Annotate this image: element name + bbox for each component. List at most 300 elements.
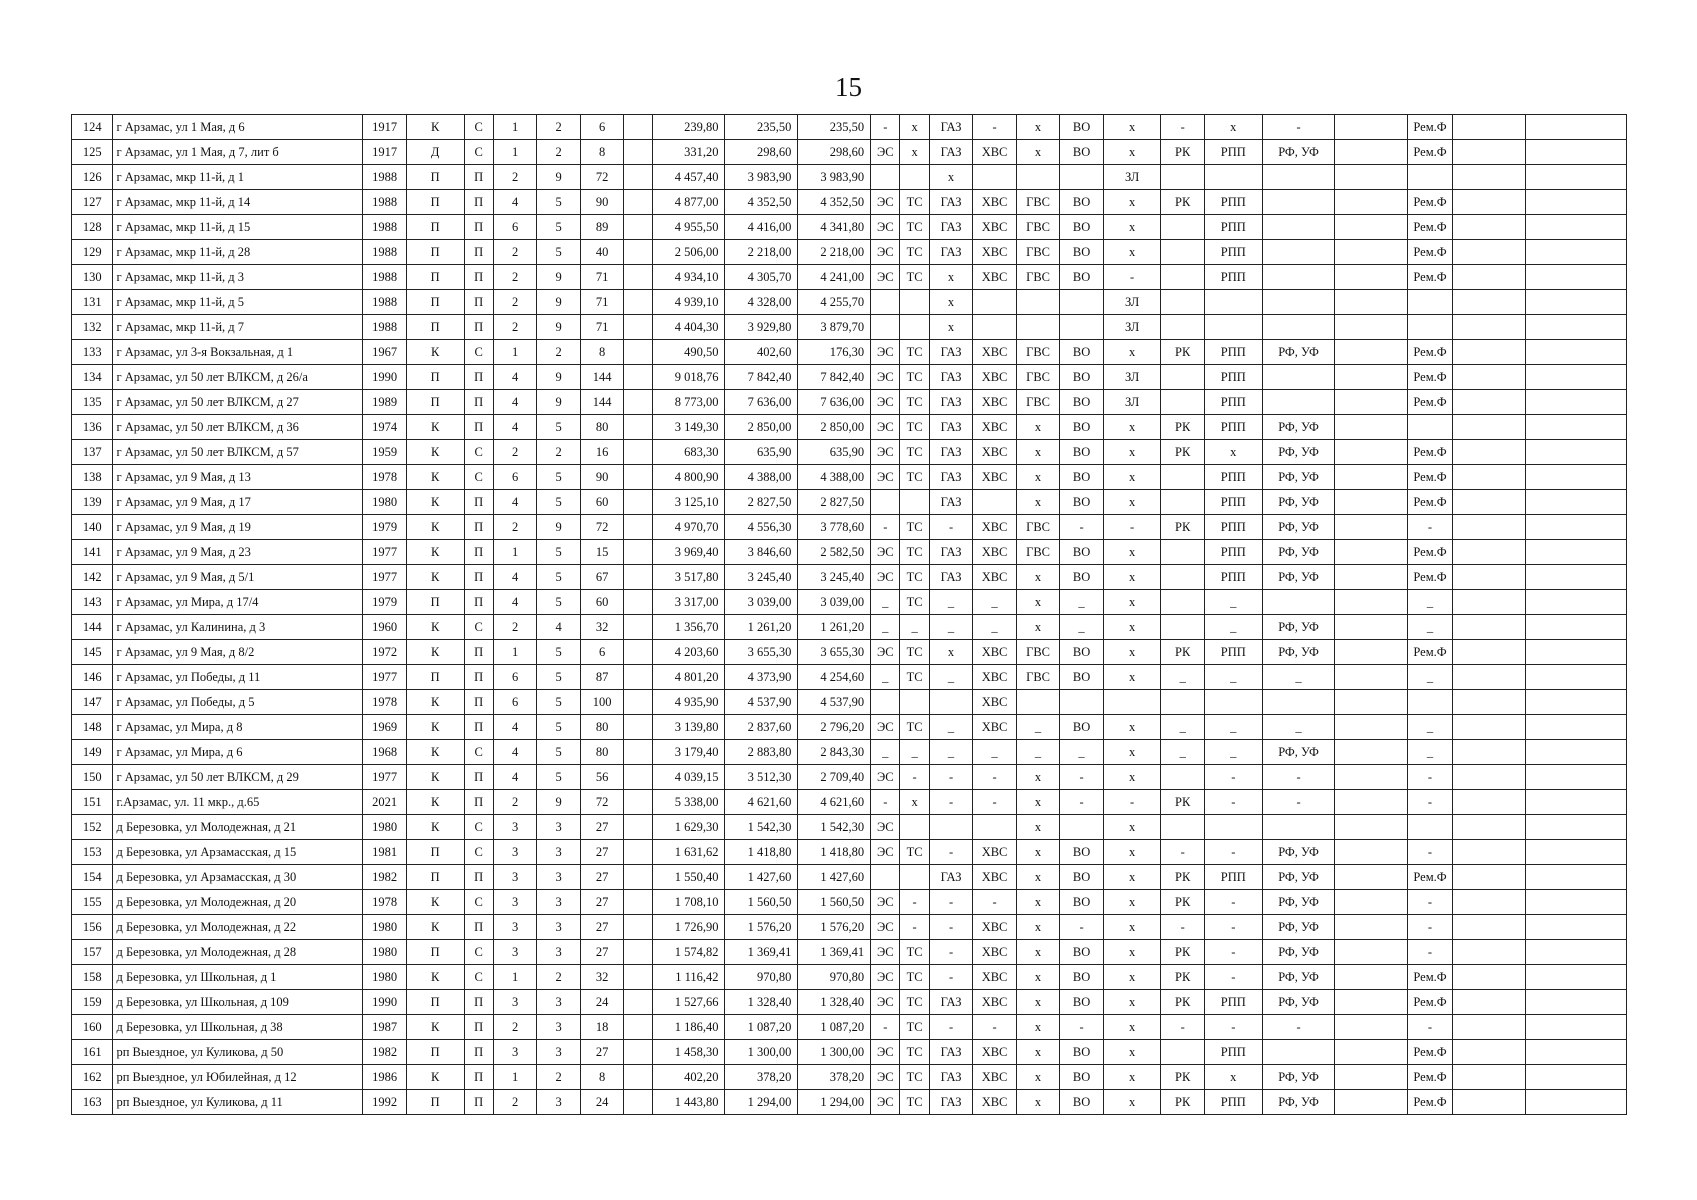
cell-floors: 2 (537, 115, 581, 140)
cell-repair-plan: х (1204, 440, 1262, 465)
cell-col-23 (1335, 690, 1408, 715)
cell-col-25 (1452, 590, 1525, 615)
table-row (72, 165, 1627, 190)
cell-roof: х (1103, 940, 1161, 965)
cell-col-23 (1335, 815, 1408, 840)
cell-repair-plan: х (1204, 1065, 1262, 1090)
cell-repair-fund: Рем.Ф (1408, 490, 1453, 515)
cell-col-26 (1525, 415, 1626, 440)
cell-wall-type: К (406, 115, 464, 140)
table-row (72, 1040, 1627, 1065)
cell-floor-type: П (464, 165, 493, 190)
cell-gas: ГАЗ (929, 390, 973, 415)
cell-col-26 (1525, 565, 1626, 590)
cell-apartments: 27 (580, 890, 624, 915)
cell-address: рп Выездное, ул Юбилейная, д 12 (113, 1065, 363, 1090)
cell-total-area: 402,20 (652, 1065, 725, 1090)
cell-electric: ЭС (871, 915, 900, 940)
cell-cold-water: ХВС (973, 515, 1017, 540)
cell-col-26 (1525, 1015, 1626, 1040)
cell-row-number: 124 (72, 115, 113, 140)
cell-repair-funds: _ (1262, 665, 1335, 690)
cell-repair-fund: _ (1408, 615, 1453, 640)
cell-sewerage: ВО (1060, 215, 1104, 240)
cell-living-area: 2 837,60 (725, 715, 798, 740)
cell-sewerage (1060, 290, 1104, 315)
cell-repair-kind: - (1161, 840, 1205, 865)
table-row (72, 665, 1627, 690)
cell-repair-kind (1161, 540, 1205, 565)
cell-hot-water: ГВС (1016, 240, 1060, 265)
cell-col-26 (1525, 540, 1626, 565)
cell-floor-type: С (464, 965, 493, 990)
cell-electric: ЭС (871, 340, 900, 365)
cell-year: 1977 (363, 765, 407, 790)
cell-total-area: 4 934,10 (652, 265, 725, 290)
cell-total-area: 490,50 (652, 340, 725, 365)
table-row (72, 915, 1627, 940)
cell-heating: х (900, 790, 929, 815)
cell-cold-water: - (973, 765, 1017, 790)
cell-sections: 1 (493, 115, 537, 140)
cell-repair-funds: РФ, УФ (1262, 415, 1335, 440)
cell-extra (624, 590, 652, 615)
table-row (72, 115, 1627, 140)
cell-electric (871, 865, 900, 890)
cell-heating: ТС (900, 390, 929, 415)
cell-col-26 (1525, 690, 1626, 715)
cell-repair-plan (1204, 165, 1262, 190)
cell-repair-funds (1262, 365, 1335, 390)
table-row (72, 440, 1627, 465)
cell-address: г Арзамас, ул Мира, д 6 (113, 740, 363, 765)
cell-repair-kind: РК (1161, 340, 1205, 365)
table-row (72, 715, 1627, 740)
cell-roof: ЗЛ (1103, 365, 1161, 390)
cell-apartments: 60 (580, 490, 624, 515)
cell-cold-water: ХВС (973, 415, 1017, 440)
cell-sections: 6 (493, 465, 537, 490)
cell-extra (624, 340, 652, 365)
cell-hot-water: х (1016, 965, 1060, 990)
cell-year: 1978 (363, 465, 407, 490)
cell-repair-kind: РК (1161, 140, 1205, 165)
cell-cold-water (973, 290, 1017, 315)
cell-wall-type: К (406, 740, 464, 765)
cell-cold-water: ХВС (973, 965, 1017, 990)
cell-private-area: 4 388,00 (798, 465, 871, 490)
cell-wall-type: К (406, 615, 464, 640)
cell-living-area: 1 427,60 (725, 865, 798, 890)
cell-floors: 9 (537, 165, 581, 190)
cell-floor-type: С (464, 615, 493, 640)
cell-repair-funds: РФ, УФ (1262, 565, 1335, 590)
cell-roof: х (1103, 340, 1161, 365)
cell-sewerage: ВО (1060, 640, 1104, 665)
cell-extra (624, 490, 652, 515)
cell-floor-type: П (464, 715, 493, 740)
cell-total-area: 9 018,76 (652, 365, 725, 390)
table-row (72, 615, 1627, 640)
cell-living-area: 3 846,60 (725, 540, 798, 565)
cell-repair-plan: РПП (1204, 640, 1262, 665)
cell-wall-type: П (406, 265, 464, 290)
cell-address: г.Арзамас, ул. 11 мкр., д.65 (113, 790, 363, 815)
cell-year: 1992 (363, 1090, 407, 1115)
cell-repair-fund: Рем.Ф (1408, 540, 1453, 565)
cell-total-area: 1 116,42 (652, 965, 725, 990)
cell-electric: - (871, 1015, 900, 1040)
cell-total-area: 3 969,40 (652, 540, 725, 565)
cell-gas: - (929, 1015, 973, 1040)
table-row (72, 540, 1627, 565)
cell-apartments: 16 (580, 440, 624, 465)
cell-repair-fund: Рем.Ф (1408, 190, 1453, 215)
cell-roof: х (1103, 1040, 1161, 1065)
cell-col-26 (1525, 240, 1626, 265)
cell-sections: 1 (493, 540, 537, 565)
cell-total-area: 1 708,10 (652, 890, 725, 915)
cell-floor-type: С (464, 940, 493, 965)
cell-col-25 (1452, 565, 1525, 590)
cell-extra (624, 290, 652, 315)
cell-address: рп Выездное, ул Куликова, д 50 (113, 1040, 363, 1065)
cell-repair-fund (1408, 165, 1453, 190)
cell-total-area: 4 800,90 (652, 465, 725, 490)
cell-year: 1917 (363, 140, 407, 165)
cell-col-25 (1452, 240, 1525, 265)
cell-repair-fund: Рем.Ф (1408, 115, 1453, 140)
cell-repair-plan: - (1204, 790, 1262, 815)
cell-col-25 (1452, 990, 1525, 1015)
cell-sewerage: ВО (1060, 115, 1104, 140)
cell-col-23 (1335, 1040, 1408, 1065)
cell-col-25 (1452, 615, 1525, 640)
cell-roof: х (1103, 565, 1161, 590)
cell-repair-fund: Рем.Ф (1408, 265, 1453, 290)
cell-apartments: 71 (580, 315, 624, 340)
cell-floor-type: С (464, 840, 493, 865)
cell-col-25 (1452, 740, 1525, 765)
cell-sewerage: ВО (1060, 490, 1104, 515)
cell-heating: _ (900, 740, 929, 765)
cell-sewerage: _ (1060, 740, 1104, 765)
cell-electric: _ (871, 615, 900, 640)
cell-hot-water: х (1016, 115, 1060, 140)
cell-living-area: 2 827,50 (725, 490, 798, 515)
cell-roof: х (1103, 615, 1161, 640)
cell-floors: 5 (537, 240, 581, 265)
cell-private-area: 2 582,50 (798, 540, 871, 565)
cell-electric: ЭС (871, 640, 900, 665)
cell-heating: ТС (900, 415, 929, 440)
cell-floors: 5 (537, 590, 581, 615)
cell-extra (624, 265, 652, 290)
cell-col-25 (1452, 765, 1525, 790)
cell-total-area: 1 550,40 (652, 865, 725, 890)
cell-wall-type: К (406, 540, 464, 565)
cell-total-area: 1 186,40 (652, 1015, 725, 1040)
table-body (72, 115, 1627, 1115)
cell-hot-water: ГВС (1016, 665, 1060, 690)
cell-floor-type: С (464, 465, 493, 490)
cell-electric: ЭС (871, 415, 900, 440)
cell-apartments: 87 (580, 665, 624, 690)
cell-col-23 (1335, 415, 1408, 440)
cell-year: 1988 (363, 315, 407, 340)
cell-electric: _ (871, 740, 900, 765)
cell-repair-fund: - (1408, 890, 1453, 915)
cell-roof: х (1103, 190, 1161, 215)
cell-electric: ЭС (871, 540, 900, 565)
cell-col-23 (1335, 1065, 1408, 1090)
cell-wall-type: П (406, 365, 464, 390)
cell-hot-water: ГВС (1016, 215, 1060, 240)
cell-living-area: 3 039,00 (725, 590, 798, 615)
cell-extra (624, 565, 652, 590)
table-row (72, 215, 1627, 240)
cell-apartments: 27 (580, 815, 624, 840)
cell-year: 1974 (363, 415, 407, 440)
cell-repair-kind (1161, 615, 1205, 640)
cell-hot-water: х (1016, 490, 1060, 515)
table-row (72, 265, 1627, 290)
cell-hot-water: х (1016, 990, 1060, 1015)
table-row (72, 765, 1627, 790)
cell-floors: 5 (537, 740, 581, 765)
cell-col-26 (1525, 940, 1626, 965)
cell-row-number: 142 (72, 565, 113, 590)
cell-apartments: 8 (580, 140, 624, 165)
cell-floors: 3 (537, 1015, 581, 1040)
cell-cold-water: ХВС (973, 840, 1017, 865)
cell-living-area: 3 512,30 (725, 765, 798, 790)
cell-private-area: 1 294,00 (798, 1090, 871, 1115)
cell-repair-funds: РФ, УФ (1262, 965, 1335, 990)
cell-col-26 (1525, 1040, 1626, 1065)
cell-col-23 (1335, 190, 1408, 215)
cell-roof: х (1103, 240, 1161, 265)
cell-repair-plan: РПП (1204, 540, 1262, 565)
cell-sections: 2 (493, 1015, 537, 1040)
cell-floors: 5 (537, 540, 581, 565)
cell-apartments: 18 (580, 1015, 624, 1040)
cell-gas: ГАЗ (929, 365, 973, 390)
cell-wall-type: К (406, 690, 464, 715)
cell-living-area: 2 850,00 (725, 415, 798, 440)
cell-repair-plan: РПП (1204, 465, 1262, 490)
cell-cold-water: - (973, 790, 1017, 815)
cell-gas: ГАЗ (929, 1040, 973, 1065)
table-row (72, 465, 1627, 490)
cell-col-25 (1452, 215, 1525, 240)
cell-extra (624, 415, 652, 440)
cell-wall-type: П (406, 940, 464, 965)
cell-year: 1980 (363, 965, 407, 990)
cell-heating: ТС (900, 340, 929, 365)
cell-cold-water: ХВС (973, 865, 1017, 890)
cell-cold-water: _ (973, 590, 1017, 615)
cell-gas: ГАЗ (929, 990, 973, 1015)
cell-col-25 (1452, 865, 1525, 890)
cell-repair-fund (1408, 290, 1453, 315)
cell-col-25 (1452, 1015, 1525, 1040)
cell-row-number: 125 (72, 140, 113, 165)
cell-repair-kind: РК (1161, 1090, 1205, 1115)
cell-sections: 4 (493, 565, 537, 590)
cell-cold-water: _ (973, 740, 1017, 765)
cell-repair-plan: _ (1204, 615, 1262, 640)
cell-floor-type: П (464, 365, 493, 390)
cell-roof: х (1103, 865, 1161, 890)
cell-repair-plan (1204, 290, 1262, 315)
cell-electric: ЭС (871, 365, 900, 390)
cell-total-area: 4 939,10 (652, 290, 725, 315)
cell-sections: 1 (493, 640, 537, 665)
cell-gas: _ (929, 615, 973, 640)
cell-total-area: 4 955,50 (652, 215, 725, 240)
cell-wall-type: К (406, 790, 464, 815)
cell-cold-water: ХВС (973, 1040, 1017, 1065)
cell-hot-water: х (1016, 1040, 1060, 1065)
cell-row-number: 130 (72, 265, 113, 290)
cell-heating: ТС (900, 665, 929, 690)
cell-total-area: 4 039,15 (652, 765, 725, 790)
cell-col-23 (1335, 765, 1408, 790)
cell-repair-plan: РПП (1204, 340, 1262, 365)
cell-col-23 (1335, 965, 1408, 990)
cell-gas: - (929, 790, 973, 815)
cell-repair-kind (1161, 165, 1205, 190)
cell-repair-fund: Рем.Ф (1408, 215, 1453, 240)
cell-private-area: 235,50 (798, 115, 871, 140)
cell-row-number: 133 (72, 340, 113, 365)
cell-repair-plan: - (1204, 890, 1262, 915)
cell-repair-funds: РФ, УФ (1262, 440, 1335, 465)
cell-gas: ГАЗ (929, 190, 973, 215)
cell-cold-water: ХВС (973, 365, 1017, 390)
cell-apartments: 100 (580, 690, 624, 715)
cell-hot-water: ГВС (1016, 540, 1060, 565)
cell-private-area: 298,60 (798, 140, 871, 165)
cell-wall-type: П (406, 1040, 464, 1065)
cell-row-number: 155 (72, 890, 113, 915)
cell-private-area: 4 352,50 (798, 190, 871, 215)
table-row (72, 690, 1627, 715)
cell-living-area: 1 261,20 (725, 615, 798, 640)
table-row (72, 340, 1627, 365)
cell-repair-kind: РК (1161, 865, 1205, 890)
cell-floor-type: П (464, 265, 493, 290)
cell-living-area: 235,50 (725, 115, 798, 140)
cell-year: 1989 (363, 390, 407, 415)
cell-col-26 (1525, 840, 1626, 865)
cell-extra (624, 715, 652, 740)
cell-electric: _ (871, 665, 900, 690)
cell-electric (871, 315, 900, 340)
cell-repair-kind (1161, 240, 1205, 265)
cell-living-area: 635,90 (725, 440, 798, 465)
cell-roof: х (1103, 415, 1161, 440)
cell-repair-fund: - (1408, 765, 1453, 790)
table-row (72, 1065, 1627, 1090)
cell-private-area: 1 300,00 (798, 1040, 871, 1065)
cell-wall-type: К (406, 515, 464, 540)
cell-address: г Арзамас, мкр 11-й, д 5 (113, 290, 363, 315)
cell-year: 1972 (363, 640, 407, 665)
cell-apartments: 80 (580, 740, 624, 765)
cell-row-number: 145 (72, 640, 113, 665)
cell-row-number: 154 (72, 865, 113, 890)
cell-repair-funds: РФ, УФ (1262, 140, 1335, 165)
cell-living-area: 4 373,90 (725, 665, 798, 690)
cell-sections: 2 (493, 165, 537, 190)
cell-repair-funds: - (1262, 765, 1335, 790)
cell-year: 1979 (363, 590, 407, 615)
cell-living-area: 1 300,00 (725, 1040, 798, 1065)
cell-row-number: 161 (72, 1040, 113, 1065)
cell-col-25 (1452, 890, 1525, 915)
cell-col-25 (1452, 790, 1525, 815)
cell-floor-type: П (464, 390, 493, 415)
cell-living-area: 402,60 (725, 340, 798, 365)
cell-col-25 (1452, 340, 1525, 365)
cell-sewerage: ВО (1060, 715, 1104, 740)
cell-repair-plan: - (1204, 965, 1262, 990)
cell-private-area: 176,30 (798, 340, 871, 365)
cell-roof: х (1103, 765, 1161, 790)
cell-apartments: 144 (580, 390, 624, 415)
cell-sections: 4 (493, 390, 537, 415)
cell-wall-type: К (406, 965, 464, 990)
cell-repair-fund: Рем.Ф (1408, 140, 1453, 165)
cell-address: д Березовка, ул Молодежная, д 20 (113, 890, 363, 915)
cell-col-23 (1335, 390, 1408, 415)
cell-extra (624, 390, 652, 415)
table-row (72, 1015, 1627, 1040)
cell-year: 1988 (363, 265, 407, 290)
cell-gas: - (929, 915, 973, 940)
cell-gas: - (929, 940, 973, 965)
cell-cold-water: ХВС (973, 940, 1017, 965)
cell-private-area: 635,90 (798, 440, 871, 465)
cell-gas: ГАЗ (929, 115, 973, 140)
cell-repair-fund: Рем.Ф (1408, 640, 1453, 665)
cell-total-area: 331,20 (652, 140, 725, 165)
cell-heating: ТС (900, 1015, 929, 1040)
cell-repair-kind (1161, 815, 1205, 840)
cell-extra (624, 865, 652, 890)
cell-col-26 (1525, 290, 1626, 315)
table-row (72, 515, 1627, 540)
cell-gas: х (929, 290, 973, 315)
cell-sewerage: ВО (1060, 240, 1104, 265)
cell-repair-plan: РПП (1204, 490, 1262, 515)
cell-cold-water: ХВС (973, 565, 1017, 590)
cell-total-area: 8 773,00 (652, 390, 725, 415)
cell-row-number: 129 (72, 240, 113, 265)
cell-apartments: 27 (580, 940, 624, 965)
cell-private-area: 1 328,40 (798, 990, 871, 1015)
cell-gas: ГАЗ (929, 465, 973, 490)
cell-hot-water: ГВС (1016, 390, 1060, 415)
cell-address: д Березовка, ул Школьная, д 1 (113, 965, 363, 990)
cell-sewerage: ВО (1060, 390, 1104, 415)
cell-living-area: 4 352,50 (725, 190, 798, 215)
cell-address: г Арзамас, ул 50 лет ВЛКСМ, д 57 (113, 440, 363, 465)
cell-repair-fund: - (1408, 1015, 1453, 1040)
cell-living-area: 1 294,00 (725, 1090, 798, 1115)
